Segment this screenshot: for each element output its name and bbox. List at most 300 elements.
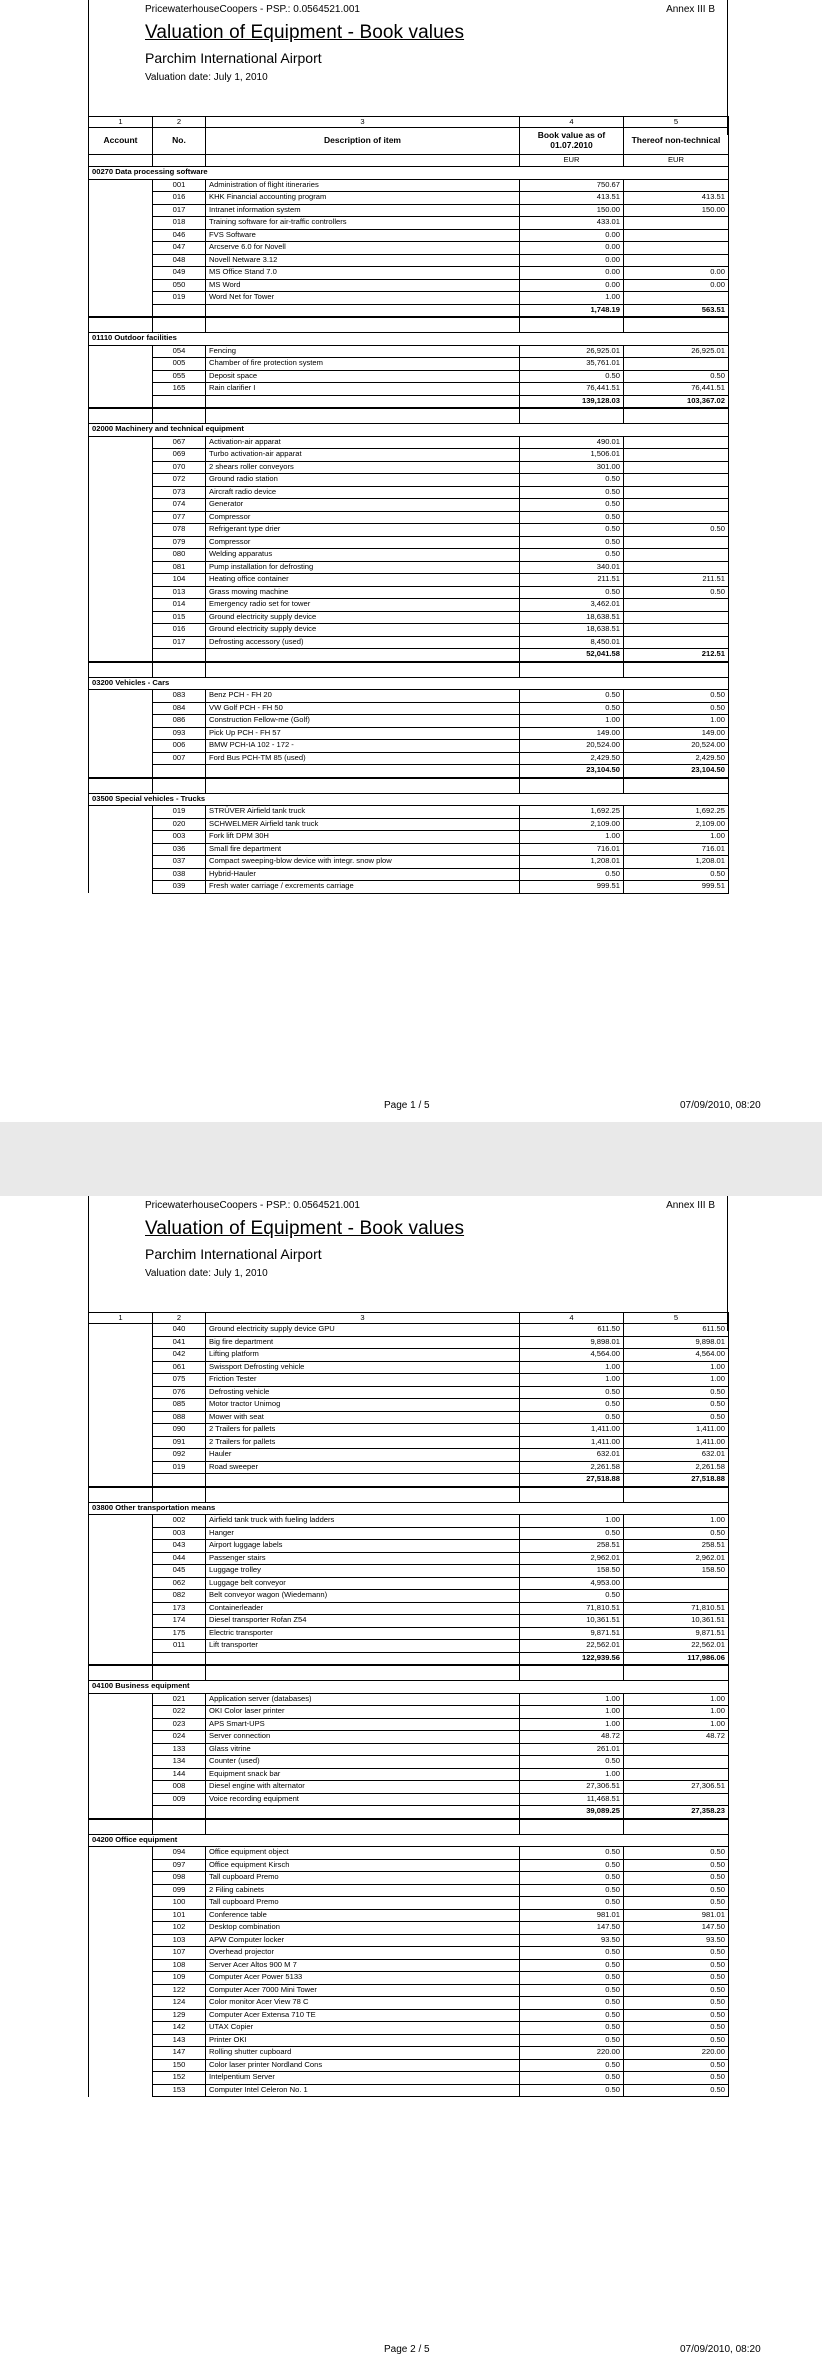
item-description: UTAX Copier [206, 2022, 520, 2035]
item-description: VW Golf PCH - FH 50 [206, 702, 520, 715]
item-number: 041 [153, 1336, 206, 1349]
spacer-row [89, 1487, 729, 1503]
item-number: 099 [153, 1884, 206, 1897]
table-row [89, 1336, 729, 1349]
item-description: Generator [206, 499, 520, 512]
table-row [89, 727, 729, 740]
item-number: 021 [153, 1693, 206, 1706]
non-technical-value: 27,306.51 [624, 1781, 729, 1794]
account-cell [89, 1640, 153, 1653]
book-value: 4,564.00 [520, 1349, 624, 1362]
book-value: 716.01 [520, 843, 624, 856]
item-number: 045 [153, 1565, 206, 1578]
item-description: Construction Fellow-me (Golf) [206, 715, 520, 728]
table-row [89, 524, 729, 537]
item-description: Training software for air-traffic controllers [206, 217, 520, 230]
account-cell [89, 1474, 153, 1487]
item-number [153, 395, 206, 408]
account-cell [89, 358, 153, 371]
book-value: 93.50 [520, 1934, 624, 1947]
book-value: 0.50 [520, 1872, 624, 1885]
non-technical-value: 0.50 [624, 1884, 729, 1897]
non-technical-value [624, 511, 729, 524]
book-value: 750.67 [520, 179, 624, 192]
book-value: 220.00 [520, 2047, 624, 2060]
non-technical-value [624, 461, 729, 474]
item-description: Benz PCH - FH 20 [206, 690, 520, 703]
account-cell [89, 1768, 153, 1781]
non-technical-value: 1.00 [624, 1374, 729, 1387]
spacer-cell [624, 1819, 729, 1835]
spacer-cell [153, 317, 206, 333]
table-row [89, 436, 729, 449]
column-number-row [89, 117, 729, 128]
book-value: 71,810.51 [520, 1602, 624, 1615]
item-number: 019 [153, 292, 206, 305]
table-row [89, 1399, 729, 1412]
book-value: 0.50 [520, 690, 624, 703]
table-row [89, 611, 729, 624]
item-description: Office equipment Kirsch [206, 1859, 520, 1872]
item-description: BMW PCH-IA 102 - 172 - [206, 740, 520, 753]
non-technical-value [624, 624, 729, 637]
account-cell [89, 1934, 153, 1947]
item-description: APS Smart-UPS [206, 1718, 520, 1731]
item-number: 093 [153, 727, 206, 740]
book-value: 1.00 [520, 831, 624, 844]
non-technical-value: 26,925.01 [624, 345, 729, 358]
column-number: 2 [153, 117, 206, 128]
table-row [89, 204, 729, 217]
item-description: APW Computer locker [206, 1934, 520, 1947]
account-cell [89, 690, 153, 703]
book-value: 0.50 [520, 1590, 624, 1603]
non-technical-value: 1.00 [624, 715, 729, 728]
book-value: 258.51 [520, 1540, 624, 1553]
item-description: Pump installation for defrosting [206, 561, 520, 574]
book-value: 0.50 [520, 2009, 624, 2022]
book-value: 0.00 [520, 242, 624, 255]
spacer-cell [206, 1819, 520, 1835]
account-cell [89, 1565, 153, 1578]
spacer-cell [520, 317, 624, 333]
non-technical-value: 0.50 [624, 2034, 729, 2047]
subtotal-row [89, 1806, 729, 1819]
table-row [89, 1424, 729, 1437]
spacer-cell [206, 317, 520, 333]
non-technical-value: 48.72 [624, 1731, 729, 1744]
item-number: 101 [153, 1909, 206, 1922]
book-value: 301.00 [520, 461, 624, 474]
item-description: Printer OKI [206, 2034, 520, 2047]
book-value: 20,524.00 [520, 740, 624, 753]
book-value: 1,411.00 [520, 1424, 624, 1437]
non-technical-value: 0.50 [624, 1947, 729, 1960]
book-value: 0.50 [520, 2022, 624, 2035]
book-value: 0.50 [520, 1756, 624, 1769]
subtotal-book-value: 52,041.58 [520, 649, 624, 662]
item-description: Emergency radio set for tower [206, 599, 520, 612]
spacer-cell [520, 1819, 624, 1835]
non-technical-header: Thereof non-technical [624, 128, 729, 155]
item-number: 002 [153, 1515, 206, 1528]
non-technical-value: 0.50 [624, 1859, 729, 1872]
book-value: 0.50 [520, 2084, 624, 2097]
account-cell [89, 217, 153, 230]
table-row [89, 2072, 729, 2085]
table-row [89, 1959, 729, 1972]
account-cell [89, 624, 153, 637]
section-title: 03500 Special vehicles - Trucks [89, 793, 729, 806]
account-cell [89, 1693, 153, 1706]
book-value: 1.00 [520, 1361, 624, 1374]
account-cell [89, 1386, 153, 1399]
account-cell [89, 511, 153, 524]
item-description: 2 Trailers for pallets [206, 1424, 520, 1437]
item-description: Hanger [206, 1527, 520, 1540]
book-value: 1.00 [520, 1718, 624, 1731]
item-description: Intranet information system [206, 204, 520, 217]
item-description: Voice recording equipment [206, 1793, 520, 1806]
book-value: 1.00 [520, 1515, 624, 1528]
account-cell [89, 474, 153, 487]
table-row [89, 2022, 729, 2035]
item-description: Electric transporter [206, 1627, 520, 1640]
subtotal-non-technical: 103,367.02 [624, 395, 729, 408]
item-description: Fencing [206, 345, 520, 358]
item-number: 083 [153, 690, 206, 703]
book-value: 2,261.58 [520, 1461, 624, 1474]
table-row [89, 1872, 729, 1885]
item-description: Defrosting vehicle [206, 1386, 520, 1399]
book-value: 27,306.51 [520, 1781, 624, 1794]
account-cell [89, 1461, 153, 1474]
section-header [89, 793, 729, 806]
item-description: Turbo activation-air apparat [206, 449, 520, 462]
account-cell [89, 1897, 153, 1910]
book-value: 632.01 [520, 1449, 624, 1462]
account-cell [89, 1411, 153, 1424]
item-description: Administration of flight itineraries [206, 179, 520, 192]
non-technical-value: 22,562.01 [624, 1640, 729, 1653]
subtotal-book-value: 39,089.25 [520, 1806, 624, 1819]
account-cell [89, 229, 153, 242]
account-cell [89, 2059, 153, 2072]
column-number: 5 [624, 1313, 729, 1324]
item-number: 152 [153, 2072, 206, 2085]
account-cell [89, 499, 153, 512]
book-value: 2,429.50 [520, 752, 624, 765]
table-row [89, 1386, 729, 1399]
item-description: Luggage trolley [206, 1565, 520, 1578]
item-number: 088 [153, 1411, 206, 1424]
table-row [89, 1909, 729, 1922]
column-number-row [89, 1313, 729, 1324]
item-description: Ground electricity supply device [206, 611, 520, 624]
book-value: 0.00 [520, 267, 624, 280]
item-number [153, 1474, 206, 1487]
item-number: 020 [153, 818, 206, 831]
item-number: 006 [153, 740, 206, 753]
item-number: 011 [153, 1640, 206, 1653]
item-number: 014 [153, 599, 206, 612]
spacer-cell [153, 1665, 206, 1681]
item-description: Road sweeper [206, 1461, 520, 1474]
account-cell [89, 765, 153, 778]
non-technical-value: 149.00 [624, 727, 729, 740]
subtotal-book-value: 139,128.03 [520, 395, 624, 408]
non-technical-value [624, 254, 729, 267]
non-technical-value: 716.01 [624, 843, 729, 856]
non-technical-value: 76,441.51 [624, 383, 729, 396]
section-header [89, 333, 729, 346]
item-number: 024 [153, 1731, 206, 1744]
account-cell [89, 740, 153, 753]
item-description: Novell Netware 3.12 [206, 254, 520, 267]
non-technical-value [624, 229, 729, 242]
table-row [89, 2047, 729, 2060]
non-technical-value: 0.50 [624, 2022, 729, 2035]
page-subtitle: Parchim International Airport [145, 50, 322, 66]
non-technical-value [624, 242, 729, 255]
item-description: Compact sweeping-blow device with integr. snow plow [206, 856, 520, 869]
non-technical-value [624, 611, 729, 624]
book-value: 0.50 [520, 549, 624, 562]
account-cell [89, 1947, 153, 1960]
account-header: Account [89, 128, 153, 155]
item-description: Word Net for Tower [206, 292, 520, 305]
item-number: 019 [153, 806, 206, 819]
item-number: 044 [153, 1552, 206, 1565]
non-technical-value: 0.50 [624, 868, 729, 881]
book-value-header: Book value as of 01.07.2010 [520, 128, 624, 155]
item-number: 090 [153, 1424, 206, 1437]
book-value: 261.01 [520, 1743, 624, 1756]
account-cell [89, 831, 153, 844]
account-cell [89, 549, 153, 562]
account-cell [89, 806, 153, 819]
item-number: 016 [153, 192, 206, 205]
subtotal-row [89, 649, 729, 662]
table-row [89, 702, 729, 715]
item-description: Grass mowing machine [206, 586, 520, 599]
account-cell [89, 881, 153, 894]
table-row [89, 2034, 729, 2047]
subtotal-book-value: 122,939.56 [520, 1652, 624, 1665]
item-number [153, 1652, 206, 1665]
account-cell [89, 204, 153, 217]
book-value: 4,953.00 [520, 1577, 624, 1590]
item-number: 144 [153, 1768, 206, 1781]
item-number: 062 [153, 1577, 206, 1590]
account-cell [89, 1718, 153, 1731]
table-row [89, 1527, 729, 1540]
book-value: 0.50 [520, 586, 624, 599]
spacer-row [89, 778, 729, 794]
spacer-cell [89, 408, 153, 424]
table-row [89, 292, 729, 305]
item-description: Airfield tank truck with fueling ladders [206, 1515, 520, 1528]
subtotal-row [89, 1474, 729, 1487]
table-row [89, 1590, 729, 1603]
book-value: 413.51 [520, 192, 624, 205]
spacer-cell [89, 778, 153, 794]
page-title: Valuation of Equipment - Book values [145, 22, 465, 43]
account-cell [89, 536, 153, 549]
book-value: 0.50 [520, 370, 624, 383]
non-technical-value [624, 499, 729, 512]
spacer-cell [624, 778, 729, 794]
account-cell [89, 611, 153, 624]
book-value: 18,638.51 [520, 624, 624, 637]
item-number: 174 [153, 1615, 206, 1628]
item-description: Computer Acer 7000 Mini Tower [206, 1984, 520, 1997]
spacer-cell [624, 317, 729, 333]
item-description: Arcserve 6.0 for Novell [206, 242, 520, 255]
item-description: Color monitor Acer View 78 C [206, 1997, 520, 2010]
table-row [89, 740, 729, 753]
item-description: Conference table [206, 1909, 520, 1922]
table-row [89, 599, 729, 612]
book-value: 48.72 [520, 1731, 624, 1744]
page-subtitle: Parchim International Airport [145, 1246, 322, 1262]
table-row [89, 1781, 729, 1794]
account-cell [89, 1361, 153, 1374]
account-cell [89, 752, 153, 765]
account-cell [89, 1590, 153, 1603]
subtotal-book-value: 1,748.19 [520, 304, 624, 317]
book-value: 0.50 [520, 702, 624, 715]
item-number: 147 [153, 2047, 206, 2060]
item-number: 074 [153, 499, 206, 512]
account-cell [89, 843, 153, 856]
table-row [89, 1411, 729, 1424]
section-title: 01110 Outdoor facilities [89, 333, 729, 346]
account-cell [89, 304, 153, 317]
book-value: 8,450.01 [520, 636, 624, 649]
item-description: MS Office Stand 7.0 [206, 267, 520, 280]
account-cell [89, 345, 153, 358]
table-row [89, 574, 729, 587]
table-row [89, 818, 729, 831]
subtotal-non-technical: 27,358.23 [624, 1806, 729, 1819]
item-description: STRÜVER Airfield tank truck [206, 806, 520, 819]
table-row [89, 1461, 729, 1474]
item-description: Chamber of fire protection system [206, 358, 520, 371]
account-cell [89, 1793, 153, 1806]
book-value: 0.50 [520, 1884, 624, 1897]
non-technical-value: 1,411.00 [624, 1424, 729, 1437]
non-technical-value [624, 217, 729, 230]
item-description: Big fire department [206, 1336, 520, 1349]
item-description: Swissport Defrosting vehicle [206, 1361, 520, 1374]
non-technical-value: 150.00 [624, 204, 729, 217]
item-number: 005 [153, 358, 206, 371]
account-cell [89, 1652, 153, 1665]
non-technical-value: 413.51 [624, 192, 729, 205]
table-row [89, 486, 729, 499]
table-row [89, 1859, 729, 1872]
account-cell [89, 1540, 153, 1553]
non-technical-value: 0.50 [624, 2084, 729, 2097]
item-number: 003 [153, 831, 206, 844]
column-number: 3 [206, 117, 520, 128]
item-number: 040 [153, 1324, 206, 1337]
item-number: 049 [153, 267, 206, 280]
item-description: Containerleader [206, 1602, 520, 1615]
spacer-cell [624, 1665, 729, 1681]
non-technical-value [624, 486, 729, 499]
section-title: 04200 Office equipment [89, 1834, 729, 1847]
account-cell [89, 279, 153, 292]
item-number: 069 [153, 449, 206, 462]
table-row [89, 536, 729, 549]
item-number: 175 [153, 1627, 206, 1640]
unit-cell [153, 155, 206, 167]
item-number: 129 [153, 2009, 206, 2022]
non-technical-value: 0.50 [624, 1386, 729, 1399]
book-value: 0.50 [520, 486, 624, 499]
item-number: 046 [153, 229, 206, 242]
item-number: 079 [153, 536, 206, 549]
non-technical-value: 1.00 [624, 1706, 729, 1719]
non-technical-value: 158.50 [624, 1565, 729, 1578]
spacer-cell [520, 1487, 624, 1503]
non-technical-value: 0.50 [624, 1847, 729, 1860]
item-number: 100 [153, 1897, 206, 1910]
subtotal-row [89, 304, 729, 317]
non-technical-value: 220.00 [624, 2047, 729, 2060]
item-description [206, 1806, 520, 1819]
book-value: 1,506.01 [520, 449, 624, 462]
account-cell [89, 1756, 153, 1769]
item-description: Glass vitrine [206, 1743, 520, 1756]
account-cell [89, 715, 153, 728]
table-row [89, 1615, 729, 1628]
book-value: 981.01 [520, 1909, 624, 1922]
unit-label: EUR [520, 155, 624, 167]
table-row [89, 1640, 729, 1653]
non-technical-value: 2,962.01 [624, 1552, 729, 1565]
spacer-cell [624, 408, 729, 424]
table-row [89, 511, 729, 524]
item-number: 017 [153, 636, 206, 649]
account-cell [89, 1515, 153, 1528]
item-description: Computer Acer Extensa 710 TE [206, 2009, 520, 2022]
item-description: Computer Acer Power 5133 [206, 1972, 520, 1985]
non-technical-value: 0.50 [624, 1959, 729, 1972]
book-value: 0.50 [520, 1897, 624, 1910]
item-number [153, 649, 206, 662]
table-row [89, 449, 729, 462]
subtotal-book-value: 27,518.88 [520, 1474, 624, 1487]
item-number: 015 [153, 611, 206, 624]
item-description: Luggage belt conveyor [206, 1577, 520, 1590]
item-description: Hauler [206, 1449, 520, 1462]
item-number: 043 [153, 1540, 206, 1553]
table-row [89, 345, 729, 358]
table-row [89, 1947, 729, 1960]
item-description: 2 shears roller conveyors [206, 461, 520, 474]
account-cell [89, 292, 153, 305]
account-cell [89, 2072, 153, 2085]
account-cell [89, 1706, 153, 1719]
item-description: Refrigerant type drier [206, 524, 520, 537]
item-number: 022 [153, 1706, 206, 1719]
non-technical-value: 1.00 [624, 1515, 729, 1528]
spacer-cell [89, 1819, 153, 1835]
table-row [89, 1922, 729, 1935]
